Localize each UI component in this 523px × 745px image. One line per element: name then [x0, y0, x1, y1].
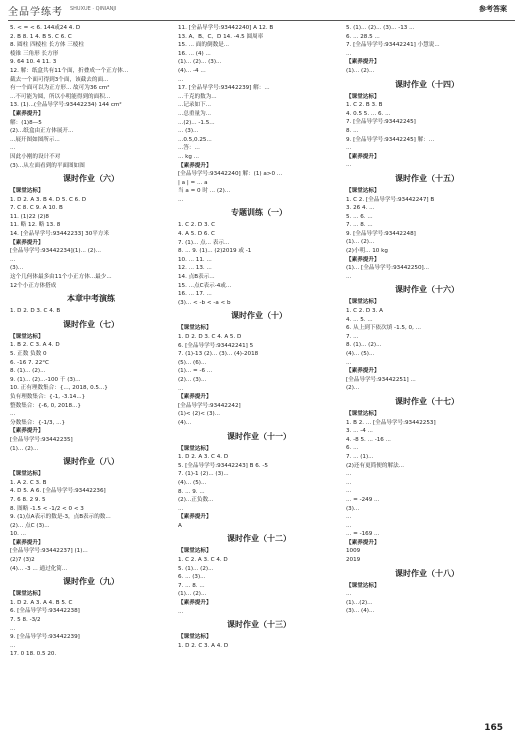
answer-line: 14. [全品导学号:93442233] 30平方米 — [10, 231, 110, 238]
answer-line: 10. ... — [10, 531, 27, 538]
answer-line: 因此小刚的设计不对 — [10, 153, 61, 160]
answer-line: ... — [178, 76, 184, 83]
answer-line: 4. 0.5 5. ... 6. ... — [346, 110, 391, 117]
answer-line: 当 a = 0 时 ... (2)... — [178, 188, 231, 195]
lesson-title: 课时作业（十四） — [395, 79, 459, 89]
answer-line: 负有理数集合：{-1, -3.14...} — [10, 393, 86, 400]
answer-line: (1)... (2)... (3)... — [178, 59, 222, 66]
answer-line: (4)... — [178, 419, 192, 426]
answer-line: 14. 点B表示... — [178, 274, 215, 281]
section-label: 【素养提升】 — [10, 239, 44, 246]
answer-line: 6. [全品导学号:93442241] 5 — [178, 342, 254, 349]
answer-line: ... — [346, 273, 352, 280]
answer-line: 5. 正数 负数 0 — [10, 351, 47, 357]
answer-line: 8. (1)... (2)... — [10, 368, 46, 375]
answer-line: 5. < = < 6. 144或24 4. D — [10, 25, 81, 31]
answer-line: 12. 解：纸盒共有11个面，折叠成一个正方体... — [10, 67, 129, 74]
answer-line: 1. B 2. C 3. A 4. D — [10, 342, 60, 349]
answer-line: (1)... (2)... — [346, 239, 375, 246]
answer-line: A — [178, 522, 182, 529]
answer-line: 3. 26 4. ... — [346, 205, 375, 212]
answer-line: ... — [346, 479, 352, 486]
section-label: 【课堂达标】 — [10, 471, 44, 478]
answer-line: 1. A 2. C 3. B — [10, 479, 47, 486]
answer-line: [全品导学号:93442235] — [10, 436, 73, 443]
answer-line: 17. 0 18. 0.5 20. — [10, 651, 57, 658]
answer-line: ...不可能为圆，所以小明能得到的面积... — [10, 93, 111, 100]
answer-line: 2. B 8. 1 4. B 5. C 6. C — [10, 33, 72, 40]
answer-line: 2019 — [346, 557, 361, 564]
answer-line: 10. ... 11. ... — [178, 256, 212, 263]
answer-line: 分数集合：{-1/3, ...} — [10, 419, 65, 426]
answer-line: 4. -8 5. ... -16 ... — [346, 436, 391, 443]
section-label: 【素养提升】 — [178, 394, 212, 401]
lesson-title: 专题训练（一） — [231, 208, 287, 218]
answer-line: 解：(1)8—5 — [10, 119, 42, 126]
answer-line: 6. [全品导学号:93442238] — [10, 608, 80, 615]
section-label: 【课堂达标】 — [346, 299, 380, 306]
answer-line: 3. ... -4 ... — [346, 428, 373, 435]
answer-line: ... kg ... — [178, 153, 200, 160]
answer-line: ... (3)... — [178, 128, 199, 135]
answer-line: (2)... (3)... — [178, 376, 207, 383]
answer-line: 8. (1)... (2)... — [346, 342, 382, 349]
answer-line: (2)还有更简便的解法... — [346, 462, 405, 469]
lesson-title: 课时作业（七） — [63, 319, 119, 329]
answer-line: ... — [346, 522, 352, 529]
page-header — [0, 0, 523, 22]
answer-line: ... — [346, 50, 352, 57]
answer-line: (3)... < -b < -a < b — [178, 299, 231, 306]
answer-line: 1. C 2. B 3. B — [346, 102, 383, 109]
answer-line: ...(2)... -1.5... — [178, 119, 215, 126]
lesson-title: 课时作业（十五） — [395, 173, 459, 183]
answer-line: 5. (1)... (2)... — [178, 565, 214, 572]
answer-line: ... — [10, 411, 16, 418]
answer-column-left — [10, 24, 172, 659]
answer-line: 10. 正有理数集合：{..., 2018, 0.5...} — [10, 385, 108, 392]
section-label: 【课堂达标】 — [10, 333, 44, 340]
section-label: 【素养提升】 — [346, 256, 380, 263]
answer-line: ... — [10, 642, 16, 649]
answer-line: (3)... (4)... — [346, 608, 375, 615]
answer-line: ... = -169 ... — [346, 531, 380, 538]
answer-line: (3)... — [346, 505, 360, 512]
lesson-title: 本章中考演练 — [67, 294, 115, 304]
answer-line: ...答：... — [178, 145, 200, 152]
lesson-title: 课时作业（十六） — [395, 285, 459, 295]
answer-line: (3)... — [10, 265, 24, 272]
answer-line: 1. D 2. A 3. C 4. D — [178, 454, 229, 461]
answer-line: 7. [全品导学号:93442241] 小慧说... — [346, 42, 440, 49]
answer-line: (4)... -4 ... — [178, 67, 206, 74]
answer-line: ...记录如下... — [178, 102, 212, 109]
answer-line: 1. D 2. D 3. C 4. B — [10, 308, 61, 315]
answer-line: ... — [346, 514, 352, 521]
answer-line: | a | = ... a — [178, 179, 208, 186]
section-label: 【课堂达标】 — [346, 410, 380, 417]
answer-line: 有一个面可以为正方形... 故可为36 cm² — [10, 85, 110, 92]
answer-line: [全品导学号:93442251] ... — [346, 376, 416, 383]
answer-line: 15. ...点C表示-4或... — [178, 282, 232, 289]
answer-line: (2)... 点C (3)... — [10, 522, 50, 529]
answer-line: 整数集合：{-6, 0, 2018...} — [10, 402, 81, 409]
book-subtitle: SHUXUE · QINIANJI — [70, 6, 117, 12]
page-number: 165 — [484, 723, 503, 733]
section-label: 【课堂达标】 — [10, 591, 44, 598]
answer-line: 7. (1)-1 (2)... (3)... — [178, 471, 229, 478]
answer-line: 7. [全品导学号:93442245] — [346, 119, 416, 126]
section-label: 【素养提升】 — [10, 428, 44, 435]
answer-line: (1)... (2)... — [346, 67, 375, 74]
answer-line: ... — [10, 625, 16, 632]
lesson-title: 课时作业（八） — [63, 457, 119, 467]
book-title: 全品学练考 — [8, 7, 63, 18]
answer-line: 1. D 2. D 3. C 4. A 5. D — [178, 334, 242, 340]
answer-line: [全品导学号:93442237] (1)... — [10, 548, 88, 555]
lesson-title: 课时作业（十三） — [227, 620, 291, 630]
answer-line: 棱锥 三角形 长方形 — [10, 50, 59, 57]
answer-line: ... — [346, 471, 352, 478]
answer-line: 1. D 2. A 3. A 4. B 5. C — [10, 599, 73, 606]
section-label: 【课堂达标】 — [178, 548, 212, 555]
answer-line: 1. C 2. A 3. C 4. D — [178, 557, 228, 564]
header-divider — [8, 20, 515, 21]
answer-line: 11. (1)22 (2)8 — [10, 213, 49, 220]
answer-line: 1. C 2. [全品导学号:93442247] B — [346, 196, 435, 203]
section-label: 【课堂达标】 — [178, 634, 212, 641]
answer-line: (4)... (5)... — [178, 479, 207, 486]
answer-line: 6. ... (3)... — [178, 574, 206, 581]
answer-line: 7. (1)... 点... 表示... — [178, 239, 230, 246]
answer-line: ... — [178, 505, 184, 512]
answer-line: 9. [全品导学号:93442248] — [346, 230, 416, 237]
answer-line: ... — [346, 591, 352, 598]
section-label: 【素养提升】 — [346, 368, 380, 375]
answer-line: 4. ... 5. ... — [346, 316, 373, 323]
answer-line: (2)...正负数... — [178, 497, 214, 504]
answer-line: ... — [178, 385, 184, 392]
answer-line: 11. [全品导学号:93442240] A 12. B — [178, 25, 274, 31]
section-label: 【课堂达标】 — [10, 188, 44, 195]
answer-line: 8. 圆柱 四棱柱 长方体 三棱柱 — [10, 42, 84, 49]
answer-line: 13. (1)...(全品导学号:93442234) 144 cm² — [10, 102, 122, 109]
answer-line: 11. 略 12. 略 13. 8 — [10, 222, 61, 229]
answer-line: ... — [10, 256, 16, 263]
lesson-title: 课时作业（六） — [63, 174, 119, 184]
answer-line: 6. ... — [346, 445, 359, 452]
answer-line: 9. [全品导学号:93442245] 解：... — [346, 136, 435, 143]
answer-line: 6. 从上到下依次填 -1.5, 0, ... — [346, 325, 421, 332]
answer-line: 9. [全品导学号:93442239] — [10, 634, 80, 641]
answer-line: (2)...纸盒由正方体展开... — [10, 128, 74, 135]
answer-line: 15. ... 面的倒数是... — [178, 42, 230, 49]
section-label: 【素养提升】 — [178, 514, 212, 521]
answer-line: ...0.5,0.25... — [178, 136, 212, 143]
answer-line: (4)... -3 ... 通过化简... — [10, 565, 68, 572]
answer-line: ... — [178, 608, 184, 615]
answer-line: 7. ... (1)... — [346, 453, 374, 460]
answer-line: 7. ... 8. ... — [178, 582, 205, 589]
answer-line: (1)... = -6 ... — [178, 368, 213, 375]
answer-line: 13. A、B、C、D 14. -4.5 圆周率 — [178, 33, 264, 40]
answer-line: ... — [178, 196, 184, 203]
section-label: 【课堂达标】 — [178, 325, 212, 332]
answer-line: ... — [346, 359, 352, 366]
section-label: 【素养提升】 — [178, 162, 212, 169]
section-label: 【课堂达标】 — [178, 445, 212, 452]
answer-line: [全品导学号:93442242] — [178, 402, 241, 409]
lesson-title: 课时作业（十七） — [395, 396, 459, 406]
answer-line: 9. 64 10. 4 11. 3 — [10, 59, 57, 66]
answer-line: (4)... (5)... — [346, 351, 375, 357]
section-label: 【素养提升】 — [10, 539, 44, 546]
answer-line: 6. ... 28.5 ... — [346, 33, 380, 40]
answer-line: 5. (1)... (2)... (3)... -13 ... — [346, 25, 415, 31]
answer-line: 7. ... 8. ... — [346, 222, 373, 229]
answer-line: 9. (1)... (2)...-100 千 (3)... — [10, 376, 81, 383]
answer-line: 截去一个面可得到3个面，该截去的面... — [10, 76, 109, 83]
answer-line: 8. 图略 -1.5 < -1/2 < 0 < 3 — [10, 505, 84, 512]
answer-line: 1. C 2. D 3. A — [346, 308, 383, 315]
answer-line: 12. ... 13. ... — [178, 265, 212, 272]
answer-line: 6. -16 7. 22°C — [10, 359, 49, 366]
answer-line: 1009 — [346, 548, 361, 555]
lesson-title: 课时作业（十八） — [395, 568, 459, 578]
answer-line: 5. ... 6. ... — [346, 213, 373, 220]
answer-line: ...千克的数为... — [178, 93, 217, 100]
answer-line: (1)... (2)... — [10, 445, 39, 452]
answer-line: 1. D 2. C 3. A 4. D — [178, 642, 229, 649]
answer-line: 5. [全品导学号:93442243] B 6. -5 — [178, 462, 268, 469]
answer-line: (1)... [全品导学号:93442250]... — [346, 265, 430, 272]
answer-line: ... = -249 ... — [346, 496, 380, 503]
lesson-title: 课时作业（十二） — [227, 534, 291, 544]
answer-line: [全品导学号:93442234](1)... (2)... — [10, 248, 101, 255]
answer-line: [全品导学号:93442240] 解：(1) a>0 ... — [178, 171, 283, 178]
answer-line: 7. 6 8. 2 9. 5 — [10, 496, 46, 503]
answer-line: 1. D 2. A 3. B 4. D 5. C 6. D — [10, 196, 87, 203]
answer-column-right — [346, 24, 508, 616]
answer-line: (2)小明... 10 kg — [346, 248, 388, 255]
answer-line: 4. A 5. D 6. C — [178, 231, 215, 238]
section-label: 【素养提升】 — [346, 539, 380, 546]
answer-line: ... — [10, 145, 16, 152]
lesson-title: 课时作业（九） — [63, 577, 119, 587]
answer-line: 8. ... — [346, 127, 359, 134]
section-title: 参考答案 — [479, 5, 507, 13]
answer-line: 7. C 8. C 9. A 10. B — [10, 205, 63, 212]
answer-line: (5)... (6)... — [178, 359, 207, 366]
answer-line: ... — [346, 162, 352, 169]
answer-line: 1. B 2. ... [全品导学号:93442253] — [346, 419, 436, 426]
lesson-title: 课时作业（十一） — [227, 431, 291, 441]
answer-line: 12个小正方体搭成 — [10, 282, 57, 289]
answer-column-middle — [178, 24, 340, 650]
answer-line: 这个几何体最多由11个小正方体...最少... — [10, 274, 112, 281]
section-label: 【素养提升】 — [346, 153, 380, 160]
answer-line: ... — [346, 488, 352, 495]
answer-line: (2)... — [346, 385, 360, 392]
answer-line: ...总重量为... — [178, 110, 212, 117]
answer-line: (2)7 (3)2 — [10, 557, 35, 564]
answer-line: 16. ... (4) ... — [178, 50, 211, 57]
section-label: 【课堂达标】 — [346, 93, 380, 100]
answer-line: 4. D 5. A 6. [全品导学号:93442236] — [10, 488, 106, 495]
section-label: 【素养提升】 — [10, 110, 44, 117]
answer-line: (3)...从左面看到的平面图如图 — [10, 162, 85, 169]
answer-line: (1)< (2)< (3)... — [178, 411, 221, 418]
lesson-title: 课时作业（十） — [231, 311, 287, 321]
section-label: 【课堂达标】 — [346, 582, 380, 589]
section-label: 【素养提升】 — [346, 59, 380, 66]
answer-line: 7. (1)-13 (2)... (3)... (4)-2018 — [178, 351, 259, 358]
answer-line: 7. ... — [346, 333, 359, 340]
answer-line: 17. [全品导学号:93442239] 解：... — [178, 85, 270, 92]
answer-line: 7. 5 8. -3/2 — [10, 617, 41, 624]
answer-line: 9. (1)点A表示的数是-3，点B表示的数... — [10, 514, 111, 521]
answer-line: 8. ... 9. ... — [178, 488, 205, 495]
answer-line: 8. ... 9. (1)... (2)2019 或 -1 — [178, 248, 252, 255]
answer-line: 1. C 2. D 3. C — [178, 222, 216, 229]
answer-line: ...展开图如图所示... — [10, 136, 60, 143]
section-label: 【课堂达标】 — [346, 187, 380, 194]
section-label: 【素养提升】 — [178, 600, 212, 607]
answer-line: (1)... (2)... — [178, 591, 207, 598]
answer-line: ... — [346, 145, 352, 152]
answer-line: (1)...(2)... — [346, 599, 373, 606]
answer-line: 16. ... 17. ... — [178, 291, 212, 298]
